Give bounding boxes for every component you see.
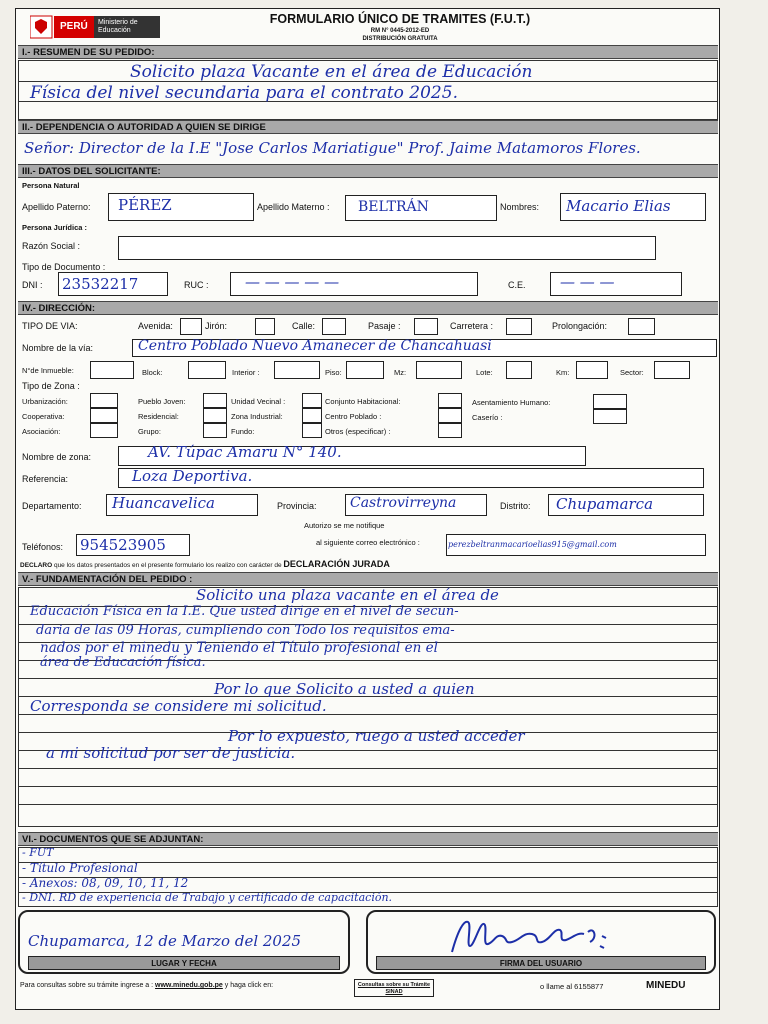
declaration [20, 559, 390, 569]
fundamento-line-7: Corresponda se considere mi solicitud. [30, 697, 327, 715]
via-carretera-checkbox[interactable] [506, 318, 532, 335]
summary-line-2: Física del nivel secundaria para el contrato 2025. [30, 83, 458, 103]
lugar-fecha-label: LUGAR Y FECHA [28, 956, 340, 970]
document-3: - Anexos: 08, 09, 10, 11, 12 [22, 876, 189, 890]
apellido-paterno-label: Apellido Paterno: [22, 202, 91, 212]
ce-value: — — — [560, 273, 615, 291]
zona-fundo-label: Fundo: [231, 427, 255, 436]
via-prolongacion-checkbox[interactable] [628, 318, 655, 335]
fundamento-line-3: daria de las 09 Horas, cumpliendo con Todo los requisitos ema- [36, 623, 455, 638]
document-1: - FUT [22, 846, 54, 859]
ministry-label: Ministerio de Educación [98, 19, 138, 34]
zona-caserio-checkbox[interactable] [593, 409, 627, 424]
line [18, 678, 718, 679]
document-2: - Título Profesional [22, 861, 138, 875]
via-carretera-label: Carretera : [450, 321, 494, 331]
minedu-link[interactable]: www.minedu.gob.pe [155, 982, 223, 989]
tipo-via-label: TIPO DE VIA: [22, 321, 78, 331]
fundamento-line-2: Educación Física en la I.E. Que usted dirige en el nivel de secun- [30, 604, 459, 619]
dni-label: DNI : [22, 280, 43, 290]
ruc-label: RUC : [184, 280, 209, 290]
declaro-text: que los datos presentados en el presente formulario los realizo con carácter de [53, 562, 282, 569]
block-field[interactable] [188, 361, 226, 379]
telefonos-value: 954523905 [80, 536, 166, 554]
click-text: y haga click en: [224, 982, 274, 989]
country-label: PERÚ [60, 21, 88, 32]
consultas-line [20, 982, 273, 989]
zona-residencial-checkbox[interactable] [203, 408, 227, 423]
fundamento-line-5: área de Educación física. [40, 655, 206, 670]
nombre-via-value: Centro Poblado Nuevo Amanecer de Chancahuasi [138, 338, 492, 354]
consultas-text: Para consultas sobre su trámite ingrese a : [20, 982, 154, 989]
signature-image [446, 912, 616, 958]
via-pasaje-label: Pasaje : [368, 321, 401, 331]
distrito-label: Distrito: [500, 501, 531, 511]
apellido-materno-label: Apellido Materno : [257, 202, 330, 212]
inmueble-field[interactable] [90, 361, 134, 379]
zona-asociacion-checkbox[interactable] [90, 423, 118, 438]
summary-line-1: Solicito plaza Vacante en el área de Educación [130, 62, 533, 82]
zona-pueblo-joven-label: Pueblo Joven: [138, 397, 186, 406]
ruc-value: — — — — — [245, 273, 340, 291]
consultas-sinad-button[interactable]: Consultas sobre su Trámite SINAD [354, 979, 434, 997]
km-label: Km: [556, 368, 570, 377]
referencia-label: Referencia: [22, 474, 69, 484]
zona-otros-checkbox[interactable] [438, 423, 462, 438]
zona-asociacion-label: Asociación: [22, 427, 61, 436]
via-avenida-label: Avenida: [138, 321, 173, 331]
nombre-via-label: Nombre de la vía: [22, 343, 94, 353]
distrito-value: Chupamarca [556, 495, 654, 513]
section-3-heading: III.- DATOS DEL SOLICITANTE: [18, 164, 718, 178]
zona-urbanizacion-checkbox[interactable] [90, 393, 118, 408]
section-1-heading: I.- RESUMEN DE SU PEDIDO: [18, 45, 718, 59]
mz-label: Mz: [394, 368, 407, 377]
lote-label: Lote: [476, 368, 493, 377]
place-date-value: Chupamarca, 12 de Marzo del 2025 [28, 932, 302, 950]
ce-label: C.E. [508, 280, 526, 290]
zona-residencial-label: Residencial: [138, 412, 179, 421]
via-calle-label: Calle: [292, 321, 316, 331]
distribution-note: DISTRIBUCIÓN GRATUITA [362, 36, 438, 42]
zona-industrial-label: Zona Industrial: [231, 412, 283, 421]
firma-label: FIRMA DEL USUARIO [376, 956, 706, 970]
zona-unidad-vecinal-checkbox[interactable] [302, 393, 322, 408]
phone-text: o llame al 6155877 [540, 982, 604, 991]
zona-caserio-label: Caserío : [472, 413, 503, 422]
persona-natural-label: Persona Natural [22, 181, 80, 190]
via-calle-checkbox[interactable] [322, 318, 346, 335]
provincia-label: Provincia: [277, 501, 317, 511]
persona-juridica-label: Persona Jurídica : [22, 223, 88, 232]
fundamento-line-9: a mi solicitud por ser de justicia. [46, 744, 296, 762]
document-4: - DNI. RD de experiencia de Trabajo y certificado de capacitación. [22, 891, 393, 904]
authority-text: Señor: Director de la I.E "Jose Carlos Mariatigue" Prof. Jaime Matamoros Flores. [24, 139, 641, 157]
dni-value: 23532217 [62, 275, 139, 293]
telefonos-label: Teléfonos: [22, 542, 64, 552]
zona-pueblo-joven-checkbox[interactable] [203, 393, 227, 408]
fundamento-line-8: Por lo expuesto, ruego a usted acceder [228, 727, 525, 745]
nombre-zona-value: AV. Túpac Amaru N° 140. [148, 443, 342, 461]
zona-centro-poblado-label: Centro Poblado : [325, 412, 382, 421]
provincia-value: Castrovirreyna [350, 495, 457, 511]
line [18, 804, 718, 805]
via-avenida-checkbox[interactable] [180, 318, 202, 335]
nombres-value: Macario Elias [566, 197, 671, 215]
sector-field[interactable] [654, 361, 690, 379]
line [18, 768, 718, 769]
via-jiron-checkbox[interactable] [255, 318, 275, 335]
apellido-paterno-value: PÉREZ [118, 196, 172, 214]
declaracion-jurada: DECLARACIÓN JURADA [283, 559, 390, 569]
notify-label-1: Autorizo se me notifique [304, 521, 385, 530]
zona-grupo-label: Grupo: [138, 427, 161, 436]
zona-cooperativa-label: Cooperativa: [22, 412, 65, 421]
block-label: Block: [142, 368, 163, 377]
razon-social-label: Razón Social : [22, 241, 81, 251]
zona-fundo-checkbox[interactable] [302, 423, 322, 438]
section-6-heading: VI.- DOCUMENTOS QUE SE ADJUNTAN: [18, 832, 718, 846]
zona-industrial-checkbox[interactable] [302, 408, 322, 423]
fundamento-line-6: Por lo que Solicito a usted a quien [214, 680, 475, 698]
nombre-zona-label: Nombre de zona: [22, 452, 92, 462]
referencia-value: Loza Deportiva. [132, 467, 253, 485]
minedu-label: MINEDU [646, 980, 686, 991]
interior-label: Interior : [232, 368, 260, 377]
inmueble-label: N°de Inmueble: [22, 366, 74, 375]
tipo-documento-label: Tipo de Documento : [22, 262, 106, 272]
zona-unidad-vecinal-label: Unidad Vecinal : [231, 397, 286, 406]
nombres-label: Nombres: [500, 202, 540, 212]
section-4-heading: IV.- DIRECCIÓN: [18, 301, 718, 315]
piso-label: Piso: [325, 368, 342, 377]
declaro-word: DECLARO [20, 562, 53, 569]
mz-field[interactable] [416, 361, 462, 379]
zona-centro-poblado-checkbox[interactable] [438, 408, 462, 423]
minedu-logo [30, 14, 180, 40]
form-title: FORMULARIO ÚNICO DE TRAMITES (F.U.T.) [269, 12, 531, 26]
zona-cooperativa-checkbox[interactable] [90, 408, 118, 423]
via-jiron-label: Jirón: [205, 321, 228, 331]
lote-field[interactable] [506, 361, 532, 379]
zona-urbanizacion-label: Urbanización: [22, 397, 68, 406]
email-value: perezbeltranmacarioelias915@gmail.com [448, 540, 617, 549]
notify-label-2: al siguiente correo electrónico : [316, 538, 420, 547]
apellido-materno-value: BELTRÁN [358, 199, 429, 215]
sector-label: Sector: [620, 368, 644, 377]
piso-field[interactable] [346, 361, 384, 379]
rm-number: RM N° 0445-2012-ED [370, 28, 430, 34]
via-prolongacion-label: Prolongación: [552, 321, 608, 331]
zona-grupo-checkbox[interactable] [203, 423, 227, 438]
fundamento-line-1: Solicito una plaza vacante en el área de [196, 586, 499, 604]
departamento-label: Departamento: [22, 501, 82, 511]
tipo-zona-label: Tipo de Zona : [22, 381, 80, 391]
zona-asentamiento-checkbox[interactable] [593, 394, 627, 409]
fundamento-line-4: nados por el minedu y Teniendo el Título profesional en el [40, 640, 438, 656]
km-field[interactable] [576, 361, 608, 379]
via-pasaje-checkbox[interactable] [414, 318, 438, 335]
departamento-value: Huancavelica [112, 494, 215, 512]
section-2-heading: II.- DEPENDENCIA O AUTORIDAD A QUIEN SE DIRIGE [18, 120, 718, 134]
interior-field[interactable] [274, 361, 320, 379]
zona-conjunto-checkbox[interactable] [438, 393, 462, 408]
zona-conjunto-label: Conjunto Habitacional: [325, 397, 401, 406]
razon-social-field[interactable] [118, 236, 656, 260]
section-5-heading: V.- FUNDAMENTACIÓN DEL PEDIDO : [18, 572, 718, 586]
zona-otros-label: Otros (especificar) : [325, 427, 391, 436]
line [18, 786, 718, 787]
zona-asentamiento-label: Asentamiento Humano: [472, 398, 551, 407]
